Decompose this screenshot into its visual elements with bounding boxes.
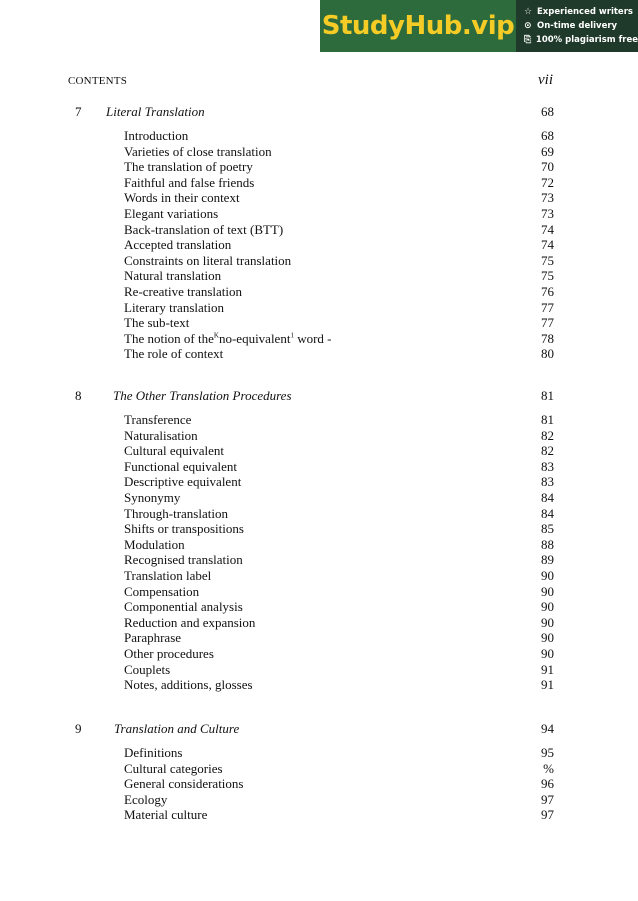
entry-page: %	[543, 760, 554, 776]
chapter-heading	[0, 721, 638, 739]
entry-label-text: Functional equivalent	[124, 458, 238, 474]
entry-label-text: Compensation	[124, 583, 200, 599]
toc-entry	[0, 206, 638, 222]
entry-label-text: Re-creative translation	[124, 284, 243, 299]
toc-entry	[0, 443, 638, 459]
star-icon: ☆	[524, 7, 533, 17]
clock-icon: ⊙	[524, 21, 532, 31]
entry-label-text: Material culture	[124, 807, 208, 823]
entry-page: 73	[541, 206, 554, 221]
toc-entry	[0, 300, 638, 316]
toc-entry	[0, 284, 638, 300]
entry-label	[124, 599, 243, 615]
entry-label	[124, 745, 183, 761]
copy-icon: ⎘	[524, 35, 532, 45]
toc-entry	[0, 144, 638, 160]
entry-page: 90	[541, 599, 554, 615]
toc-entry	[0, 662, 638, 678]
entry-label	[124, 792, 167, 808]
toc-entry	[0, 459, 638, 475]
entry-label	[124, 474, 241, 490]
toc-entry	[0, 315, 638, 331]
entry-page: 90	[541, 630, 554, 646]
entry-page: 77	[541, 315, 554, 331]
entry-page: 82	[541, 443, 554, 459]
entry-label	[124, 552, 243, 568]
entry-label-text: Definitions	[124, 745, 183, 760]
entry-superscript: K	[213, 331, 219, 340]
studyhub-logo[interactable]: StudyHub.vip	[321, 11, 515, 41]
entry-label	[124, 284, 242, 300]
entry-page: 80	[541, 346, 554, 362]
toc-entry	[0, 237, 638, 253]
toc-entry	[0, 630, 638, 646]
entry-label	[124, 315, 189, 331]
banner-logo-area[interactable]	[320, 0, 516, 52]
toc-entry	[0, 807, 638, 823]
entry-label	[124, 568, 211, 584]
chapter-page: 68	[541, 104, 554, 119]
toc-entry	[0, 677, 638, 693]
toc-entry	[0, 584, 638, 600]
toc-entry	[0, 268, 638, 284]
chapter-number: 9	[75, 721, 82, 736]
toc-entry	[0, 599, 638, 615]
toc-entry	[0, 568, 638, 584]
entry-label	[124, 443, 224, 459]
entry-label	[124, 412, 191, 428]
entry-label	[124, 300, 224, 316]
entry-label	[124, 268, 221, 284]
toc-entry	[0, 615, 638, 631]
chapter-heading	[0, 104, 638, 122]
entry-label	[124, 253, 291, 269]
banner-features	[516, 0, 638, 52]
entry-page: 90	[541, 614, 554, 630]
entry-label-text: Synonymy	[124, 490, 181, 505]
entry-label-text: The role of context	[124, 346, 224, 362]
toc-entry	[0, 428, 638, 444]
entry-label-text: Literary translation	[124, 299, 224, 315]
entry-page: 95	[541, 745, 554, 760]
entry-page: 75	[541, 268, 554, 284]
entry-label-text: Shifts or transpositions	[124, 521, 244, 537]
entry-label-text: Ecology	[124, 791, 168, 807]
entry-label-text: Cultural categories	[124, 760, 223, 776]
entry-page: 90	[541, 568, 554, 583]
entry-label-text: The notion of the	[124, 330, 214, 346]
entry-label-text: Constraints on literal translation	[124, 252, 292, 268]
entry-label-text: The translation of poetry	[124, 159, 253, 175]
entry-label-text: Through-translation	[124, 505, 228, 521]
entry-page: 97	[541, 791, 554, 807]
page-number: vii	[538, 72, 553, 88]
toc-entry	[0, 474, 638, 490]
entry-label-text: Naturalisation	[124, 427, 198, 443]
entry-label	[124, 677, 253, 693]
page-header	[68, 72, 553, 92]
entry-label-text: no-equivalent	[218, 330, 291, 346]
entry-page: 97	[541, 807, 554, 823]
entry-label-text: Translation label	[124, 568, 212, 583]
entry-label	[124, 584, 199, 600]
toc-entry	[0, 412, 638, 428]
banner-feature-text: Experienced writers	[537, 7, 633, 17]
entry-label-text: Reduction and expansion	[124, 614, 256, 630]
entry-label	[124, 190, 240, 206]
entry-label-text: Elegant variations	[124, 206, 219, 221]
entry-label-text: Cultural equivalent	[124, 443, 225, 459]
entry-label	[124, 506, 228, 522]
entry-label-text: word -	[293, 330, 332, 346]
chapter-title: The Other Translation Procedures	[113, 388, 292, 403]
entry-page: 75	[541, 252, 554, 268]
banner-feature-plagiarism	[524, 33, 638, 47]
entry-label-text: Descriptive equivalent	[124, 474, 242, 490]
entry-page: 91	[541, 677, 554, 693]
toc-entry	[0, 331, 638, 347]
entry-label-text: Varieties of close translation	[124, 143, 272, 159]
entry-label	[124, 237, 231, 253]
entry-label	[124, 521, 244, 537]
entry-label	[124, 662, 170, 678]
entry-label-text: General considerations	[124, 776, 244, 792]
toc-entry	[0, 776, 638, 792]
entry-label	[124, 206, 218, 222]
entry-label-text: Modulation	[124, 536, 185, 552]
entry-label-text: Natural translation	[124, 268, 222, 284]
banner-feature-delivery	[524, 19, 638, 33]
entry-label	[124, 807, 207, 823]
studyhub-banner[interactable]	[320, 0, 638, 52]
entry-page: 83	[541, 474, 554, 490]
toc-entry	[0, 761, 638, 777]
toc-entry	[0, 646, 638, 662]
entry-label	[124, 646, 214, 662]
entry-page: 69	[541, 143, 554, 159]
entry-page: 70	[541, 159, 554, 175]
toc-entry	[0, 128, 638, 144]
entry-label	[124, 331, 332, 347]
entry-page: 78	[541, 330, 554, 346]
entry-label	[124, 630, 181, 646]
entry-label-text: Recognised translation	[124, 552, 243, 568]
contents-label: CONTENTS	[68, 75, 128, 87]
entry-page: 72	[541, 174, 554, 190]
toc-entry	[0, 190, 638, 206]
entry-label-text: Faithful and false friends	[124, 174, 255, 190]
toc-entry	[0, 506, 638, 522]
toc-entry	[0, 745, 638, 761]
entry-label-text: Accepted translation	[124, 237, 232, 253]
toc-entry	[0, 222, 638, 238]
entry-label-text: Couplets	[124, 661, 171, 677]
entry-label	[124, 537, 185, 553]
entry-label-text: The sub-text	[124, 315, 190, 331]
entry-label	[124, 144, 272, 160]
entry-page: 90	[541, 583, 554, 599]
entry-label	[124, 175, 254, 191]
entry-label-text: Other procedures	[124, 646, 214, 661]
entry-label	[124, 776, 243, 792]
entry-label	[124, 428, 198, 444]
entry-label	[124, 459, 237, 475]
toc-entry	[0, 490, 638, 506]
entry-page: 90	[541, 646, 554, 661]
chapter-number: 8	[75, 388, 82, 403]
entry-page: 77	[541, 299, 554, 315]
entry-page: 82	[541, 427, 554, 443]
entry-page: 89	[541, 552, 554, 568]
toc-entry	[0, 346, 638, 362]
entry-label	[124, 128, 188, 144]
toc-entry	[0, 792, 638, 808]
entry-label	[124, 346, 223, 362]
banner-feature-text: 100% plagiarism free	[535, 35, 638, 45]
entry-page: 88	[541, 536, 554, 552]
entry-label-text: Words in their context	[124, 190, 240, 206]
entry-page: 74	[541, 221, 554, 237]
entry-label	[124, 490, 180, 506]
toc-entry	[0, 552, 638, 568]
entry-page: 68	[541, 128, 554, 143]
entry-label	[124, 615, 255, 631]
chapter-number: 7	[75, 104, 82, 119]
entry-superscript: 1	[290, 331, 294, 340]
entry-page: 84	[541, 490, 554, 505]
entry-page: 83	[541, 458, 554, 474]
chapter-title: Literal Translation	[106, 104, 205, 119]
chapter-heading	[0, 388, 638, 406]
entry-page: 74	[541, 237, 554, 253]
entry-label	[124, 222, 283, 238]
entry-page: 81	[541, 412, 554, 427]
entry-label-text: Transference	[124, 412, 192, 427]
entry-label-text: Back-translation of text (BTT)	[124, 221, 284, 237]
chapter-page: 81	[541, 388, 554, 403]
toc-entry	[0, 175, 638, 191]
toc-entry	[0, 521, 638, 537]
entry-page: 91	[541, 661, 554, 677]
entry-page: 85	[541, 521, 554, 537]
entry-label	[124, 159, 253, 175]
entry-page: 76	[541, 284, 554, 299]
chapter-title: Translation and Culture	[114, 721, 240, 736]
entry-page: 96	[541, 776, 554, 792]
entry-label-text: Paraphrase	[124, 630, 182, 646]
entry-label-text: Introduction	[124, 128, 189, 143]
toc-entry	[0, 537, 638, 553]
entry-label-text: Componential analysis	[124, 599, 243, 615]
entry-page: 84	[541, 505, 554, 521]
toc-entry	[0, 159, 638, 175]
entry-label	[124, 761, 223, 777]
chapter-page: 94	[541, 721, 554, 736]
entry-page: 73	[541, 190, 554, 206]
banner-feature-writers	[524, 5, 638, 19]
toc-entry	[0, 253, 638, 269]
banner-feature-text: On-time delivery	[537, 21, 618, 31]
entry-label-text: Notes, additions, glosses	[124, 677, 253, 693]
